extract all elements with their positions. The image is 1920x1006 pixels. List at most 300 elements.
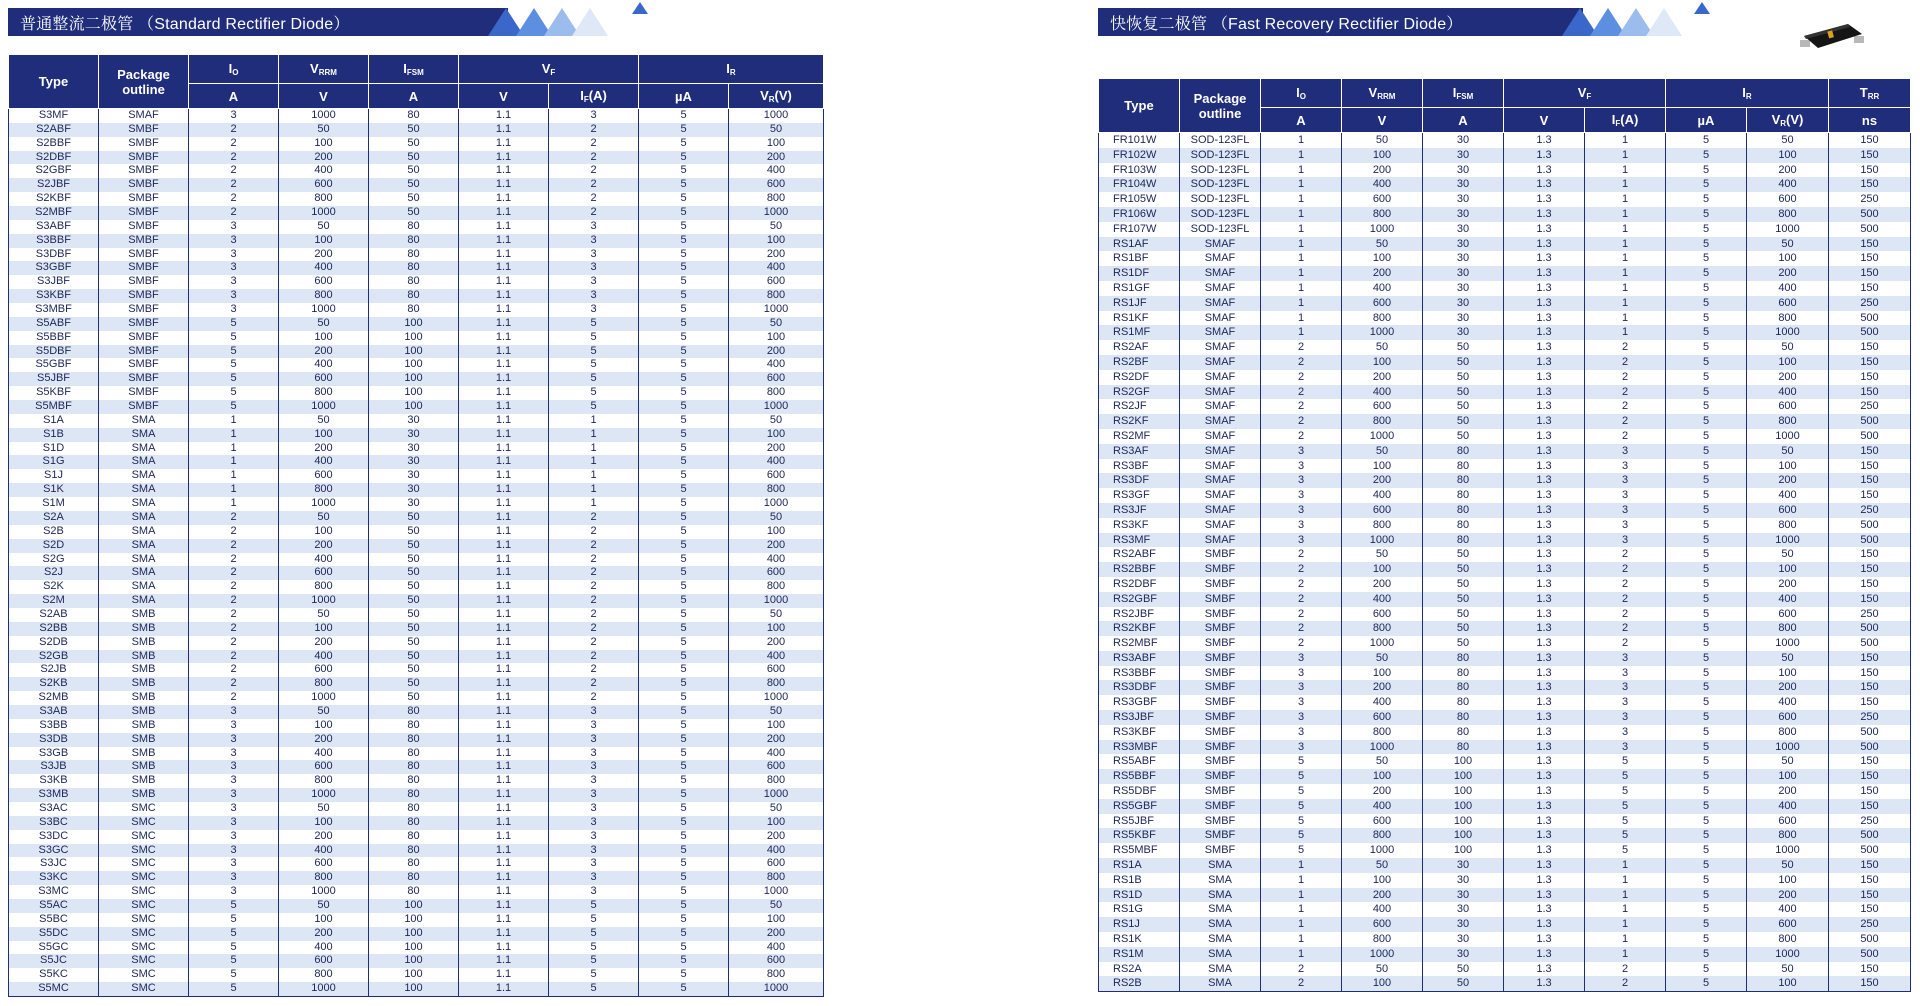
table-row [1099,754,1911,769]
table-row [1099,414,1911,429]
table-cell: 5 [1666,814,1747,829]
table-cell: 5 [639,788,729,802]
table-cell: RS2A [1099,962,1180,977]
table-cell: 1.1 [459,844,549,858]
table-cell: 2 [189,691,279,705]
table-cell: 5 [189,982,279,996]
table-cell: 2 [549,151,639,165]
table-cell: 5 [1261,828,1342,843]
table-row [1099,947,1911,962]
table-cell: RS1A [1099,858,1180,873]
table-cell: 800 [1342,518,1423,533]
table-cell: 1.3 [1504,281,1585,296]
table-cell: 2 [549,566,639,580]
table-cell: 5 [639,580,729,594]
table-cell: 1.3 [1504,296,1585,311]
table-cell: 1000 [279,691,369,705]
table-cell: S5GBF [9,358,99,372]
table-cell: 400 [279,455,369,469]
table-cell: 5 [1666,917,1747,932]
table-cell: 2 [1261,976,1342,991]
table-cell: 5 [639,331,729,345]
table-cell: 3 [189,747,279,761]
table-cell: 600 [1342,607,1423,622]
table-cell: RS1K [1099,932,1180,947]
table-cell: 200 [729,248,824,262]
table-cell: 250 [1829,192,1911,207]
table-cell: 5 [549,982,639,996]
table-cell: RS2MF [1099,429,1180,444]
table-cell: SMA [99,442,189,456]
table-row [1099,858,1911,873]
table-cell: S3JC [9,857,99,871]
table-cell: 100 [369,954,459,968]
table-cell: 3 [549,802,639,816]
table-cell: SMBF [99,178,189,192]
table-cell: 1.1 [459,899,549,913]
table-cell: 150 [1829,666,1911,681]
table-cell: S2GBF [9,164,99,178]
table-cell: 600 [279,760,369,774]
table-cell: 50 [1747,651,1829,666]
table-cell: S2M [9,594,99,608]
table-cell: 3 [549,261,639,275]
table-cell: 100 [1747,976,1829,991]
table-cell: 50 [729,705,824,719]
table-cell: S2KB [9,677,99,691]
table-cell: S2ABF [9,123,99,137]
table-cell: 5 [549,941,639,955]
table-cell: S3DBF [9,248,99,262]
table-cell: SMBF [99,248,189,262]
table-row [9,941,824,955]
table-cell: 5 [1666,725,1747,740]
table-cell: 150 [1829,873,1911,888]
table-cell: 1.1 [459,137,549,151]
table-cell: 1.3 [1504,577,1585,592]
table-cell: 5 [639,386,729,400]
table-cell: SMAF [1180,414,1261,429]
table-cell: 1000 [279,303,369,317]
table-cell: 30 [1423,177,1504,192]
table-cell: 600 [729,857,824,871]
table-row [1099,399,1911,414]
table-cell: 1000 [1747,325,1829,340]
table-cell: 50 [1342,133,1423,148]
table-cell: SMA [1180,917,1261,932]
table-cell: 3 [1585,695,1666,710]
table-cell: 1.3 [1504,311,1585,326]
table-cell: SOD-123FL [1180,133,1261,148]
table-cell: 2 [189,553,279,567]
small-triangle-icon [1694,2,1710,14]
table-cell: RS3DF [1099,473,1180,488]
table-row [9,400,824,414]
table-cell: 600 [729,178,824,192]
table-cell: 1.3 [1504,163,1585,178]
table-row [9,442,824,456]
table-cell: 5 [639,483,729,497]
table-cell: 3 [1261,725,1342,740]
table-cell: 1000 [1342,740,1423,755]
table-cell: 200 [279,151,369,165]
table-cell: 100 [279,719,369,733]
table-cell: 5 [1666,488,1747,503]
table-cell: SMAF [1180,399,1261,414]
table-cell: 50 [279,317,369,331]
table-cell: S3KC [9,871,99,885]
table-cell: 50 [729,511,824,525]
table-cell: 30 [1423,325,1504,340]
table-cell: RS3ABF [1099,651,1180,666]
table-cell: 100 [279,137,369,151]
table-cell: FR106W [1099,207,1180,222]
table-row [9,760,824,774]
table-cell: 1.3 [1504,651,1585,666]
table-cell: 100 [1747,873,1829,888]
table-row [9,123,824,137]
table-cell: 150 [1829,754,1911,769]
table-cell: 30 [369,428,459,442]
table-row [1099,503,1911,518]
table-cell: 800 [279,289,369,303]
table-cell: 150 [1829,562,1911,577]
table-cell: 3 [549,816,639,830]
table-cell: 800 [1342,828,1423,843]
table-cell: 1.3 [1504,784,1585,799]
table-cell: 1.1 [459,774,549,788]
table-cell: 3 [1261,710,1342,725]
table-cell: 2 [1261,547,1342,562]
table-cell: 150 [1829,266,1911,281]
table-row [1099,873,1911,888]
table-row [1099,251,1911,266]
table-cell: 2 [1585,385,1666,400]
table-cell: S1D [9,442,99,456]
table-cell: 100 [1342,873,1423,888]
table-cell: 100 [369,372,459,386]
table-cell: 50 [1423,370,1504,385]
table-cell: SMA [99,428,189,442]
table-row [1099,917,1911,932]
table-row [1099,222,1911,237]
table-cell: 2 [1261,355,1342,370]
table-cell: 200 [1342,266,1423,281]
table-cell: S3ABF [9,220,99,234]
table-cell: 1 [1585,932,1666,947]
col-vrrm: $V_{RRM}$ [279,55,369,84]
table-cell: 800 [1747,621,1829,636]
table-cell: 30 [1423,902,1504,917]
table-cell: 5 [1666,636,1747,651]
table-cell: 1 [189,483,279,497]
table-cell: SMAF [1180,459,1261,474]
table-cell: 1.3 [1504,562,1585,577]
table-cell: SMBF [1180,577,1261,592]
table-cell: SMB [99,677,189,691]
table-cell: 1.1 [459,414,549,428]
table-cell: 3 [549,830,639,844]
table-cell: 100 [279,913,369,927]
table-cell: 3 [1261,695,1342,710]
table-cell: 600 [729,372,824,386]
table-cell: 5 [1666,281,1747,296]
table-cell: 400 [729,164,824,178]
table-cell: SMBF [1180,769,1261,784]
table-row [1099,710,1911,725]
table-cell: 2 [189,677,279,691]
table-row [9,483,824,497]
table-cell: 200 [279,830,369,844]
table-cell: 1.1 [459,691,549,705]
table-cell: S3AB [9,705,99,719]
table-cell: 1 [549,414,639,428]
table-cell: S2G [9,553,99,567]
table-cell: 1.1 [459,483,549,497]
table-cell: 50 [1423,607,1504,622]
table-cell: SMA [1180,947,1261,962]
table-cell: 1000 [729,885,824,899]
table-cell: 1.1 [459,164,549,178]
table-cell: 800 [729,580,824,594]
table-row [9,164,824,178]
table-cell: S5DC [9,927,99,941]
table-cell: 3 [549,705,639,719]
table-cell: 50 [369,566,459,580]
table-cell: 1.1 [459,857,549,871]
col-io: $I_O$ [1261,79,1342,108]
table-cell: 50 [1747,133,1829,148]
table-cell: 1.1 [459,622,549,636]
standard-diode-title-bar [8,8,823,36]
table-cell: SMAF [1180,311,1261,326]
table-cell: 80 [1423,444,1504,459]
table-cell: 800 [729,677,824,691]
table-cell: 5 [1666,325,1747,340]
table-cell: 3 [189,705,279,719]
table-cell: 30 [1423,296,1504,311]
table-cell: 1.3 [1504,962,1585,977]
table-cell: S1A [9,414,99,428]
table-cell: SMAF [1180,533,1261,548]
table-row [9,788,824,802]
table-cell: 1 [189,442,279,456]
table-cell: 100 [729,816,824,830]
table-cell: 5 [1666,592,1747,607]
table-cell: 100 [1342,666,1423,681]
table-cell: 2 [549,580,639,594]
unit-vr: $V_R(V)$ [1747,108,1829,133]
table-cell: S3DC [9,830,99,844]
table-row [9,733,824,747]
table-cell: 1.3 [1504,710,1585,725]
table-cell: 2 [1585,547,1666,562]
table-cell: S5MBF [9,400,99,414]
table-cell: 100 [1423,769,1504,784]
table-cell: RS3MF [1099,533,1180,548]
table-cell: 1.3 [1504,873,1585,888]
table-cell: 1 [189,414,279,428]
table-cell: 100 [369,899,459,913]
table-cell: 1.1 [459,927,549,941]
table-cell: SMA [1180,888,1261,903]
table-cell: 2 [549,511,639,525]
table-cell: 600 [1747,399,1829,414]
table-cell: 5 [1666,562,1747,577]
table-cell: 100 [369,345,459,359]
table-cell: 600 [729,469,824,483]
table-cell: 1 [1585,311,1666,326]
table-cell: 1 [1261,888,1342,903]
table-cell: 5 [549,968,639,982]
table-cell: SMAF [1180,503,1261,518]
table-cell: 100 [729,913,824,927]
table-cell: 3 [549,747,639,761]
table-cell: S3GBF [9,261,99,275]
table-row [9,303,824,317]
table-cell: 80 [369,109,459,123]
table-cell: 30 [1423,281,1504,296]
table-cell: 80 [1423,473,1504,488]
table-row [9,580,824,594]
table-cell: 5 [189,331,279,345]
table-cell: 3 [1585,740,1666,755]
table-cell: 80 [1423,680,1504,695]
table-cell: 50 [1423,399,1504,414]
table-cell: 1 [1261,207,1342,222]
table-cell: 2 [1585,370,1666,385]
table-row [9,857,824,871]
table-cell: 1000 [1747,429,1829,444]
table-cell: 50 [729,608,824,622]
table-cell: 3 [1585,725,1666,740]
table-cell: 1 [549,455,639,469]
table-cell: 800 [279,483,369,497]
table-cell: 30 [1423,917,1504,932]
table-cell: 1 [1585,858,1666,873]
table-cell: 5 [639,982,729,996]
table-row [9,525,824,539]
table-cell: 800 [1342,414,1423,429]
table-cell: 1.3 [1504,251,1585,266]
table-cell: 5 [639,747,729,761]
table-cell: 5 [1666,503,1747,518]
table-cell: 3 [549,871,639,885]
table-cell: 3 [1261,503,1342,518]
table-cell: SMB [99,691,189,705]
table-cell: RS2BF [1099,355,1180,370]
table-cell: 3 [1261,740,1342,755]
table-cell: 600 [279,372,369,386]
table-cell: 30 [1423,311,1504,326]
table-cell: RS2DF [1099,370,1180,385]
table-cell: 50 [369,663,459,677]
table-cell: 50 [369,123,459,137]
table-cell: SMB [99,733,189,747]
table-cell: 1 [1261,251,1342,266]
table-cell: 200 [1342,680,1423,695]
table-cell: 1000 [1342,533,1423,548]
table-cell: 80 [1423,459,1504,474]
table-row [9,109,824,123]
table-cell: 400 [729,747,824,761]
table-cell: 100 [1747,355,1829,370]
table-cell: 2 [1585,962,1666,977]
table-cell: S1M [9,497,99,511]
table-row [1099,725,1911,740]
table-cell: RS2ABF [1099,547,1180,562]
table-cell: 30 [369,497,459,511]
table-cell: 5 [1666,222,1747,237]
table-cell: 1 [1261,237,1342,252]
table-cell: 5 [1585,814,1666,829]
table-cell: 5 [639,968,729,982]
table-cell: 1000 [1747,222,1829,237]
table-cell: 2 [1261,592,1342,607]
table-cell: 1.3 [1504,592,1585,607]
table-cell: RS1MF [1099,325,1180,340]
table-cell: 5 [639,151,729,165]
table-cell: 400 [279,747,369,761]
table-cell: 2 [1261,385,1342,400]
table-cell: FR107W [1099,222,1180,237]
table-cell: 2 [1585,621,1666,636]
table-cell: 100 [1342,251,1423,266]
col-ifsm: $I_{FSM}$ [369,55,459,84]
table-cell: RS3KF [1099,518,1180,533]
table-cell: 1.3 [1504,680,1585,695]
table-cell: 150 [1829,355,1911,370]
table-cell: 5 [639,414,729,428]
table-cell: FR102W [1099,148,1180,163]
table-cell: 2 [189,594,279,608]
table-cell: 5 [189,899,279,913]
table-row [9,206,824,220]
table-cell: 5 [639,137,729,151]
table-cell: 50 [1342,444,1423,459]
table-cell: 600 [1342,710,1423,725]
table-row [9,677,824,691]
table-cell: 800 [1342,207,1423,222]
table-cell: 50 [279,414,369,428]
table-cell: 5 [639,400,729,414]
table-cell: 2 [1585,429,1666,444]
table-row [1099,843,1911,858]
table-cell: 80 [1423,695,1504,710]
table-cell: 200 [1747,163,1829,178]
table-cell: 50 [1423,636,1504,651]
table-cell: 2 [549,553,639,567]
table-cell: 5 [1666,799,1747,814]
table-cell: 2 [549,594,639,608]
table-cell: 5 [639,927,729,941]
table-cell: 30 [369,414,459,428]
table-cell: 500 [1829,621,1911,636]
table-cell: 1.3 [1504,192,1585,207]
table-cell: 1.3 [1504,621,1585,636]
table-cell: 500 [1829,947,1911,962]
table-row [1099,962,1911,977]
table-cell: 5 [1585,769,1666,784]
table-cell: 1.3 [1504,237,1585,252]
table-row [1099,680,1911,695]
table-cell: 3 [189,289,279,303]
table-cell: 2 [549,636,639,650]
table-cell: 5 [639,428,729,442]
table-cell: 50 [1747,444,1829,459]
table-cell: 5 [549,927,639,941]
table-cell: 5 [189,317,279,331]
